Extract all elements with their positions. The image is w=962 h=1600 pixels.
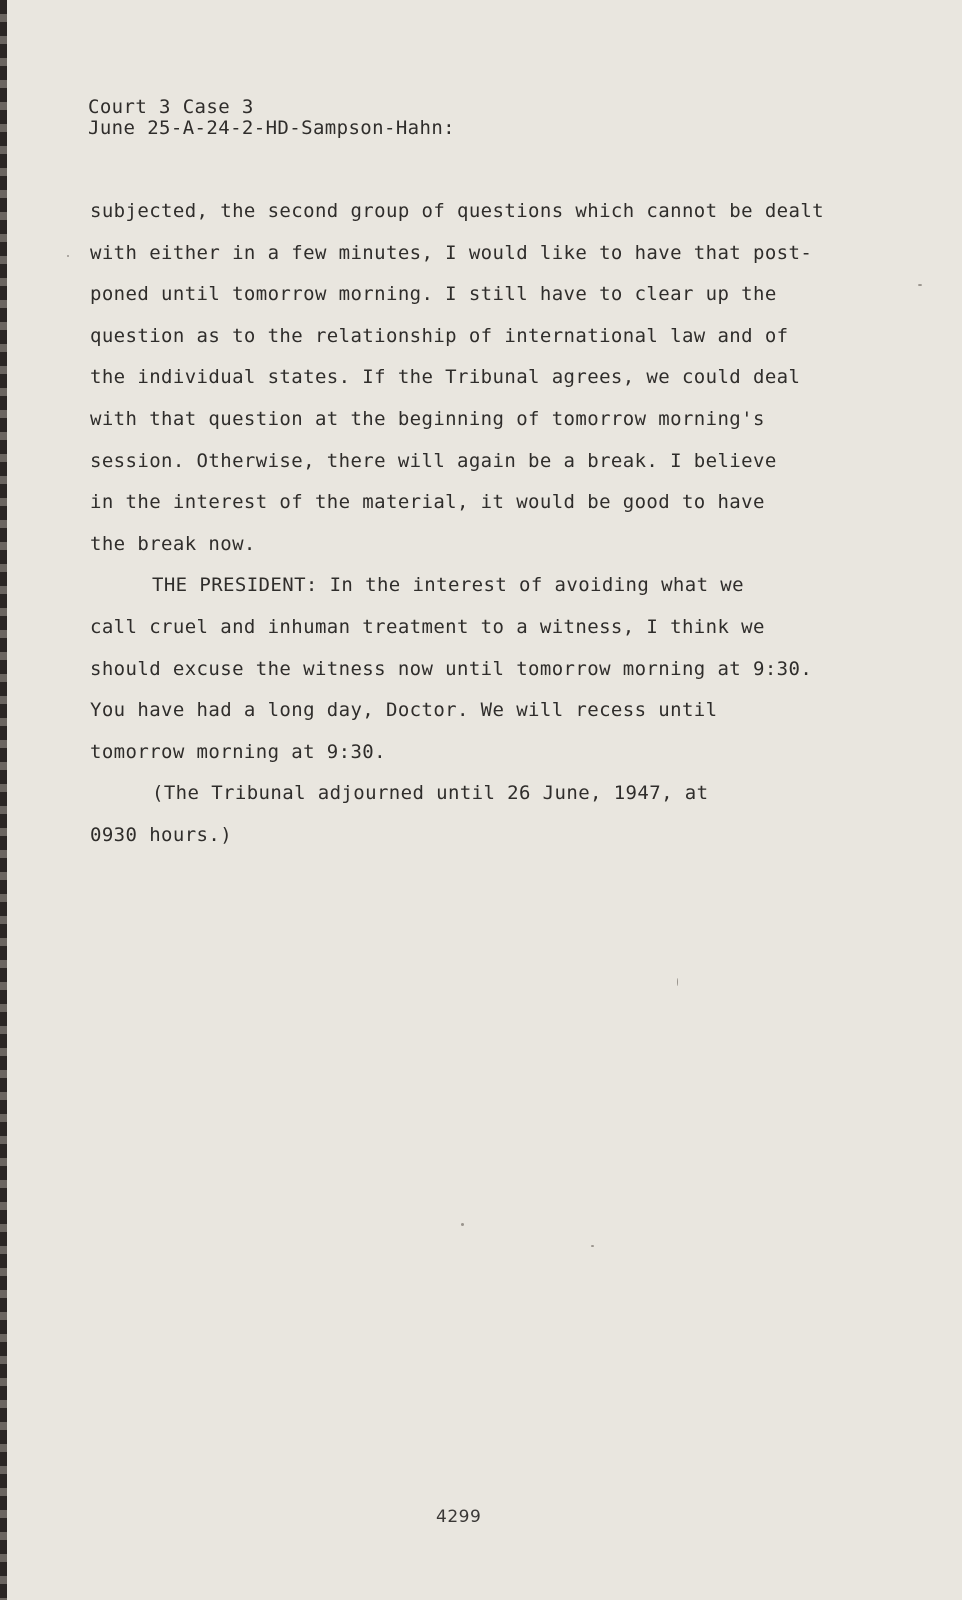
transcript-line: poned until tomorrow morning. I still have to clear up the	[90, 283, 777, 306]
transcript-line: with either in a few minutes, I would like to have that post-	[90, 241, 813, 264]
transcript-line: subjected, the second group of questions which cannot be dealt	[90, 200, 825, 222]
header-court-case: Court 3 Case 3	[88, 96, 254, 118]
transcript-line: 0930 hours.)	[90, 823, 233, 846]
paper-speck	[461, 1223, 464, 1226]
binding-edge	[0, 0, 7, 1600]
transcript-line: with that question at the beginning of tomorrow morning's	[90, 407, 765, 430]
transcript-body	[90, 191, 940, 857]
transcript-line: the individual states. If the Tribunal agrees, we could deal	[90, 366, 801, 389]
transcript-line: should excuse the witness now until tomorrow morning at 9:30.	[90, 657, 813, 680]
paper-speck	[67, 255, 69, 257]
transcript-line: in the interest of the material, it would be good to have	[90, 491, 765, 514]
paper-speck	[591, 1245, 594, 1247]
header-session-reference: June 25-A-24-2-HD-Sampson-Hahn:	[88, 117, 456, 139]
transcript-line: the break now.	[90, 532, 256, 555]
transcript-line: call cruel and inhuman treatment to a witness, I think we	[90, 615, 765, 638]
transcript-line: question as to the relationship of international law and of	[90, 324, 789, 347]
paper-speck	[677, 978, 678, 986]
transcript-line: You have had a long day, Doctor. We will recess until	[90, 699, 718, 722]
transcript-line: tomorrow morning at 9:30.	[90, 740, 386, 763]
paper-speck	[918, 284, 922, 286]
document-header	[88, 97, 455, 139]
transcript-line: THE PRESIDENT: In the interest of avoiding what we	[152, 574, 744, 597]
page-number: 4299	[436, 1507, 482, 1527]
transcript-line: session. Otherwise, there will again be a break. I believe	[90, 449, 777, 472]
transcript-line: (The Tribunal adjourned until 26 June, 1947, at	[152, 782, 709, 805]
